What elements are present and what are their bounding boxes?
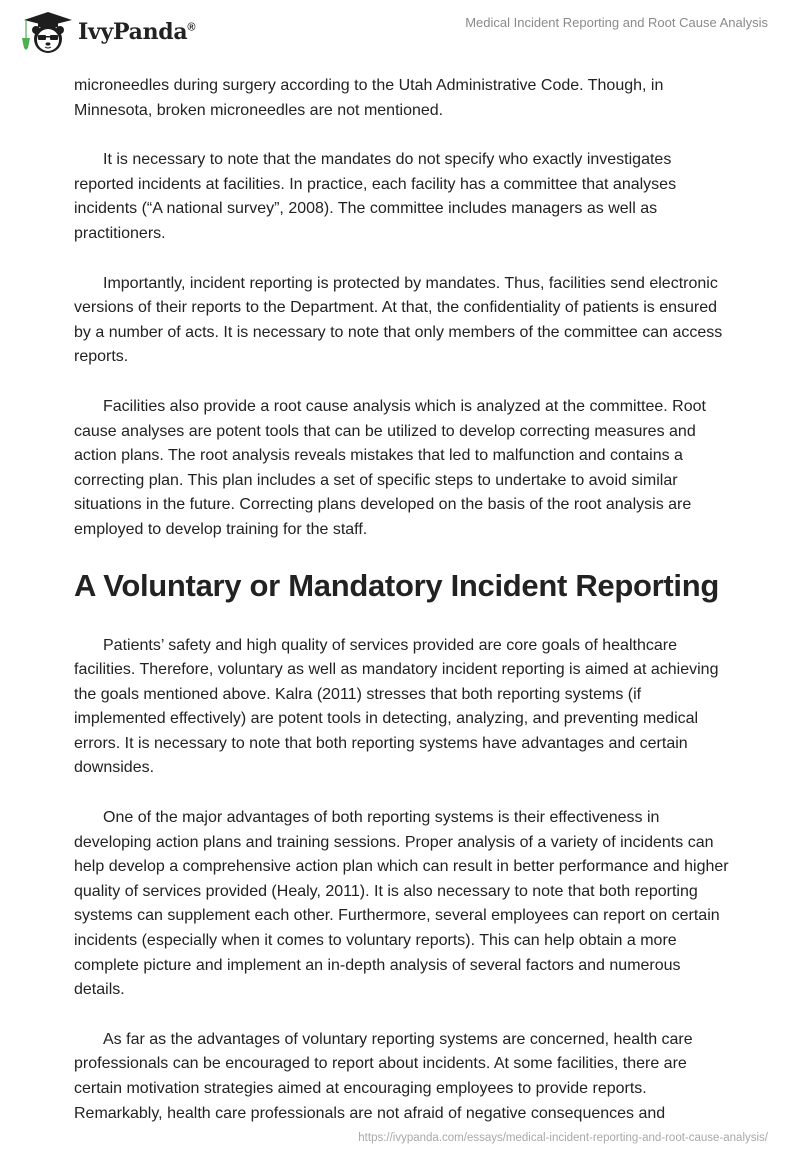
paragraph: One of the major advantages of both reporting systems is their effectiveness in developing action plans and training sessions. Proper analysis of a variety of incidents can help develop a comprehensive action plan which can result in better performance and higher quality of services provided (Healy, 2011). It is also necessary to note that both reporting systems can supplement each other. Furthermore, several employees can report on certain incidents (especially when it comes to voluntary reports). This can help obtain a more complete picture and implement an in-depth analysis of several factors and numerous details.	[74, 809, 729, 999]
page-header	[0, 0, 800, 60]
essay-body	[74, 74, 730, 1151]
paragraph: Facilities also provide a root cause analysis which is analyzed at the committee. Root cause analyses are potent tools that can be utilized to develop correcting measures and action plans. The root analysis reveals mistakes that led to malfunction and contains a correcting plan. This plan includes a set of specific steps to undertake to avoid similar situations in the future. Correcting plans developed on the basis of the root analysis are employed to develop training for the staff.	[74, 397, 706, 538]
paragraph: It is necessary to note that the mandates do not specify who exactly investigates reported incidents at facilities. In practice, each facility has a committee that analyses incidents (“A national survey”, 2008). The committee includes managers as well as practitioners.	[74, 151, 677, 242]
source-url[interactable]: https://ivypanda.com/essays/medical-incident-reporting-and-root-cause-analysis/	[358, 1132, 768, 1144]
section-heading: A Voluntary or Mandatory Incident Reporting	[74, 567, 720, 603]
document-title: Medical Incident Reporting and Root Cause Analysis	[465, 15, 768, 30]
panda-graduate-icon	[18, 8, 74, 56]
paragraph: Patients’ safety and high quality of services provided are core goals of healthcare facilities. Therefore, voluntary as well as mandatory incident reporting is aimed at achieving the goals mentioned above. Kalra (2011) stresses that both reporting systems (if implemented effectively) are potent tools in detecting, analyzing, and preventing medical errors. It is necessary to note that both reporting systems have advantages and certain downsides.	[74, 636, 719, 777]
paragraph-continued: microneedles during surgery according to the Utah Administrative Code. Though, in Minnesota, broken microneedles are not mentioned.	[74, 77, 664, 119]
logo-wordmark: IvyPanda®	[78, 19, 196, 45]
paragraph: As far as the advantages of voluntary reporting systems are concerned, health care professionals can be encouraged to report about incidents. At some facilities, there are certain motivation strategies aimed at encouraging employees to provide reports. Remarkably, health care professionals are not afraid of negative consequences and	[74, 1030, 693, 1122]
ivypanda-logo[interactable]	[18, 8, 195, 56]
paragraph: Importantly, incident reporting is protected by mandates. Thus, facilities send electronic versions of their reports to the Department. At that, the confidentiality of patients is ensured by a number of acts. It is necessary to note that only members of the committee can access reports.	[74, 274, 723, 366]
